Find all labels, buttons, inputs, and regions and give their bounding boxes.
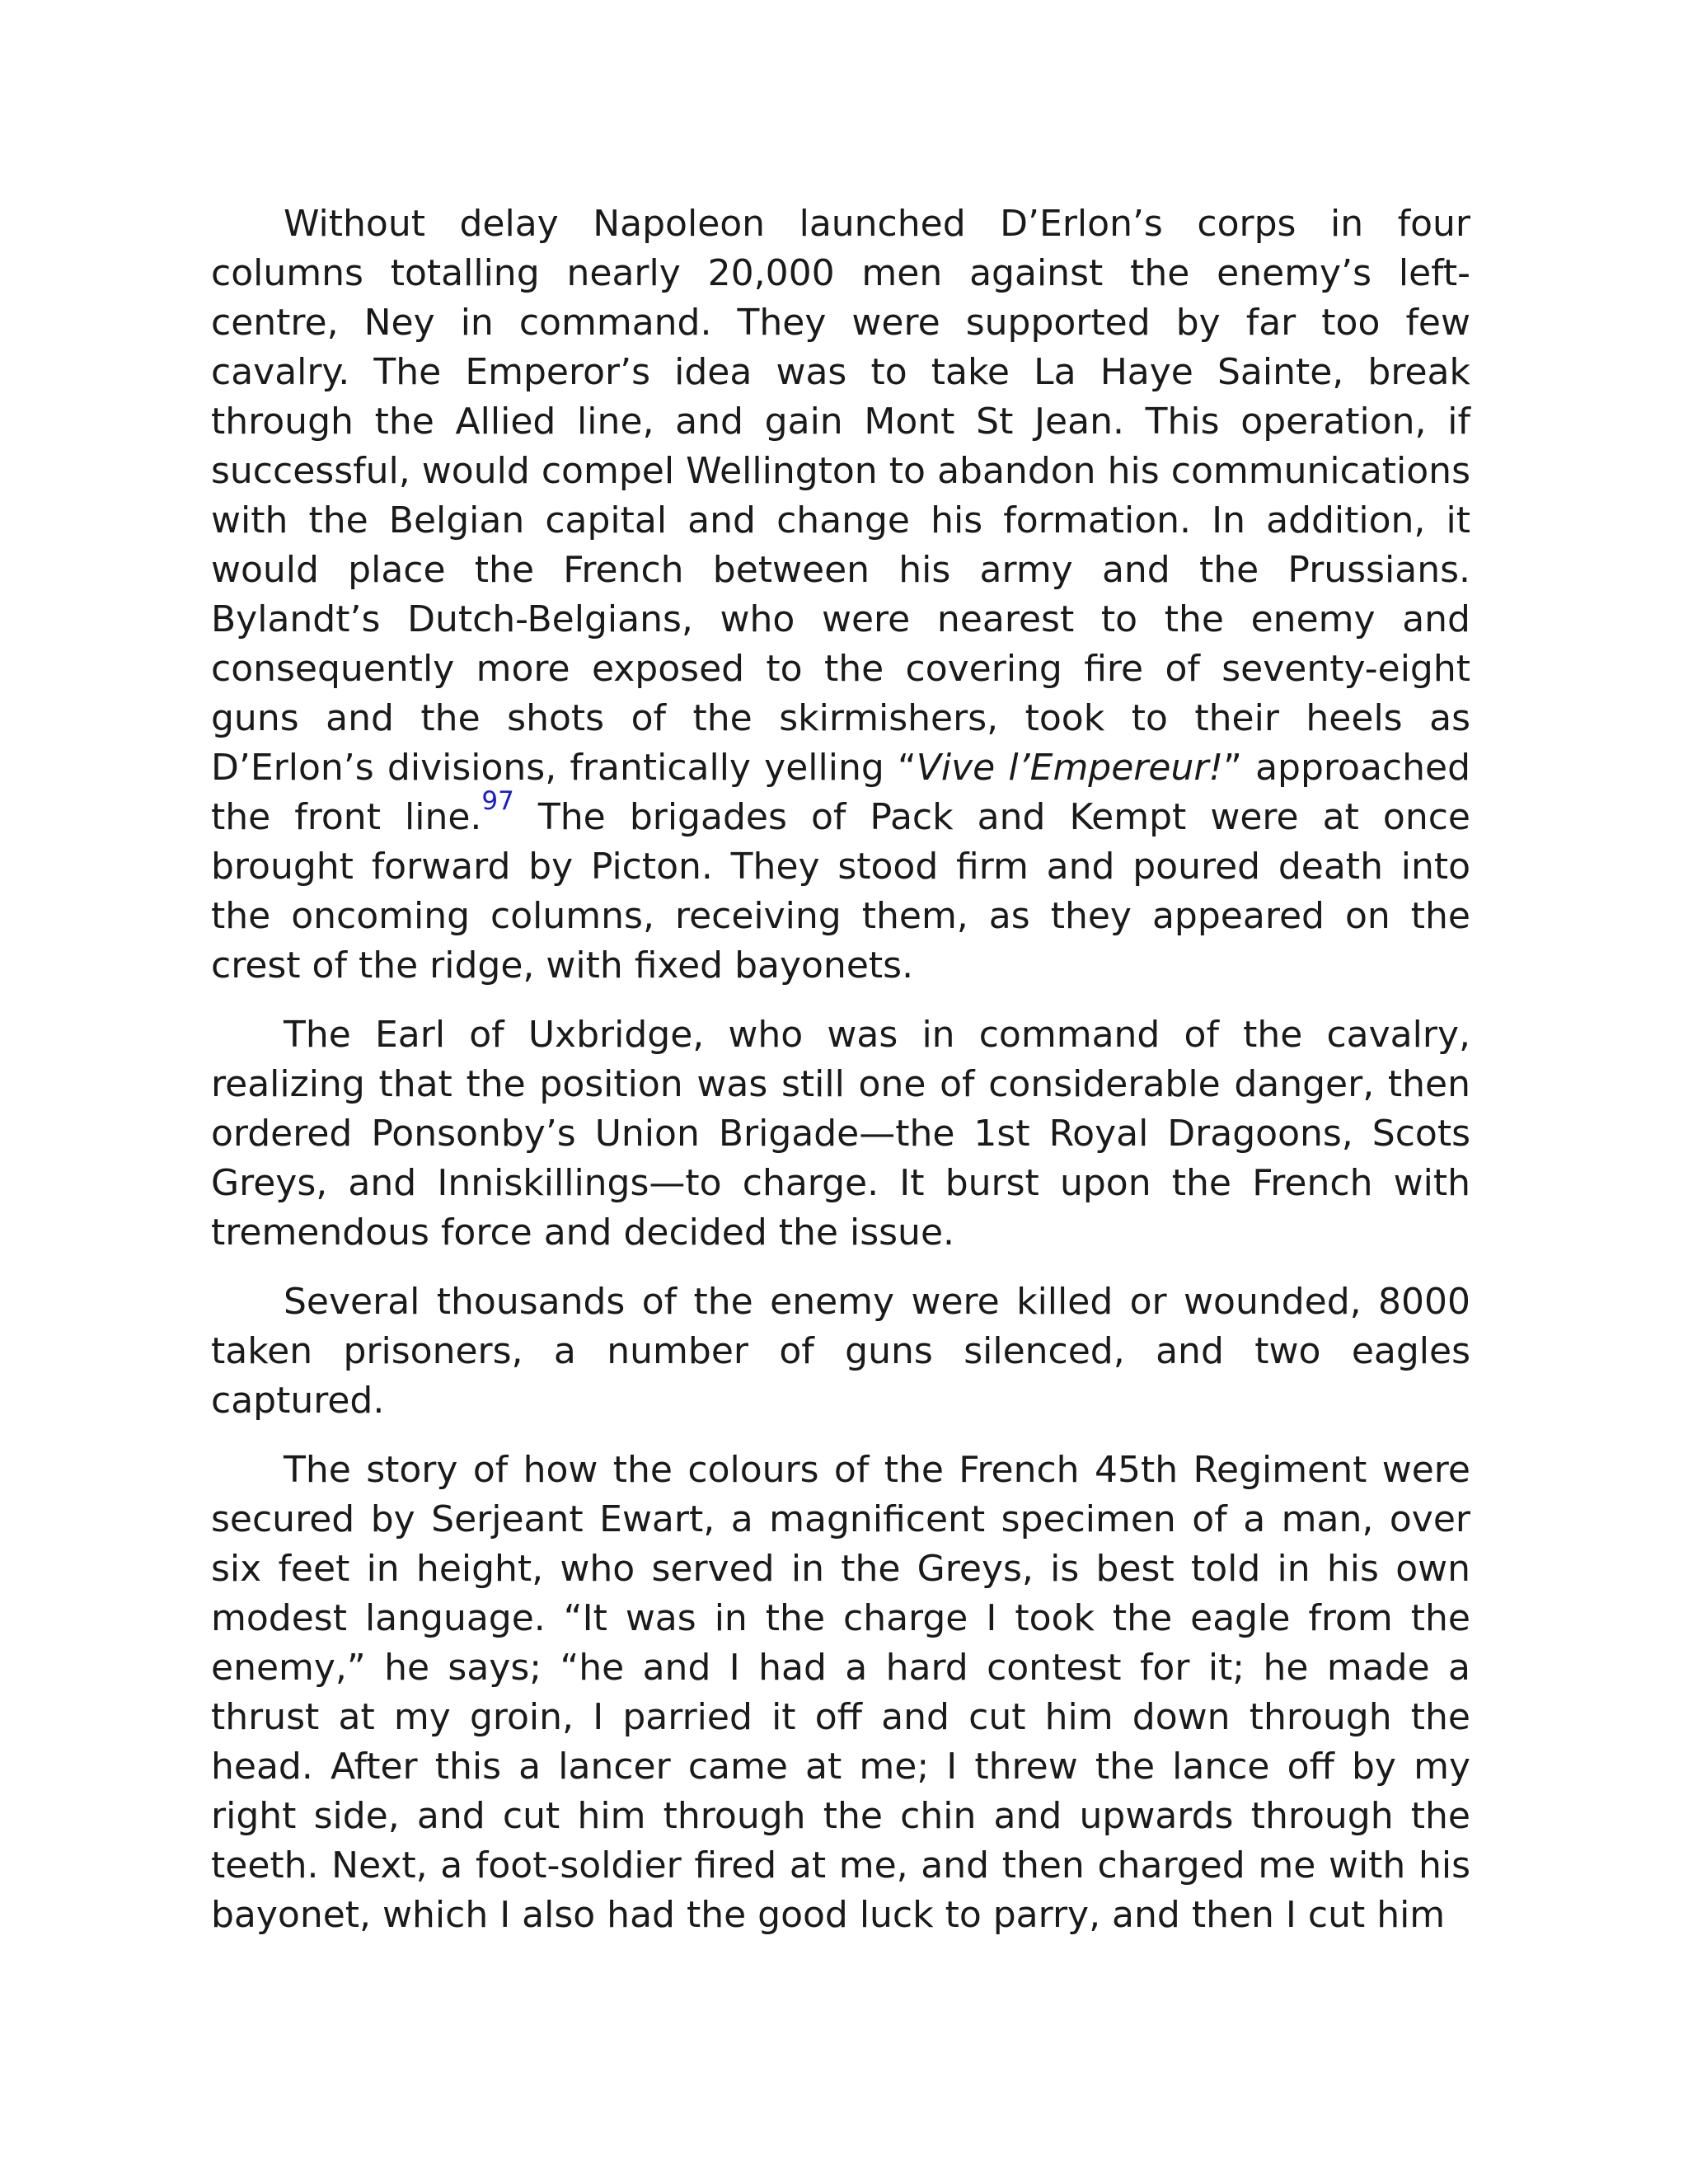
footnote-reference[interactable]: 97 xyxy=(481,786,514,816)
page-body xyxy=(211,199,1470,1960)
paragraph-ewart: The story of how the colours of the French 45th Regiment were secured by Serjeant Ewart, a magnificent specimen of a man, over six feet in height, who served in the Greys, is best told in his own modest language. “It was in the charge I took the eagle from the enemy,” he says; “he and I had a hard contest for it; he made a thrust at my groin, I parried it off and cut him down through the head. After this a lancer came at me; I threw the lance off by my right side, and cut him through the chin and upwards through the teeth. Next, a foot-soldier fired at me, and then charged me with his bayonet, which I also had the good luck to parry, and then I cut him xyxy=(211,1449,1470,1936)
paragraph-derlon-attack xyxy=(211,199,1470,991)
paragraph-text: ” approached the front line. xyxy=(211,747,1470,838)
italic-phrase: Vive l’Empereur! xyxy=(916,747,1224,789)
paragraph-casualties: Several thousands of the enemy were killed or wounded, 8000 taken prisoners, a number of guns silenced, and two eagles captured. xyxy=(211,1281,1470,1422)
paragraph-text: Without delay Napoleon launched D’Erlon’s corps in four columns totalling nearly 20,000 men against the enemy’s left-centre, Ney in command. They were supported by far too few cavalry. The Emperor’s idea was to take La Haye Sainte, break through the Allied line, and gain Mont St Jean. This operation, if successful, would compel Wellington to abandon his communications with the Belgian capital and change his formation. In addition, it would place the French between his army and the Prussians. Bylandt’s Dutch-Belgians, who were nearest to the enemy and consequently more exposed to the covering fire of seventy-eight guns and the shots of the skirmishers, took to their heels as D’Erlon’s divisions, frantically yelling “ xyxy=(211,203,1470,789)
paragraph-text: The brigades of Pack and Kempt were at once brought forward by Picton. They stood firm and poured death into the oncoming columns, receiving them, as they appeared on the crest of the ridge, with fixed bayonets. xyxy=(211,796,1470,987)
paragraph-uxbridge: The Earl of Uxbridge, who was in command of the cavalry, realizing that the position was still one of considerable danger, then ordered Ponsonby’s Union Brigade—the 1st Royal Dragoons, Scots Greys, and Inniskillings—to charge. It burst upon the French with tremendous force and decided the issue. xyxy=(211,1014,1470,1254)
